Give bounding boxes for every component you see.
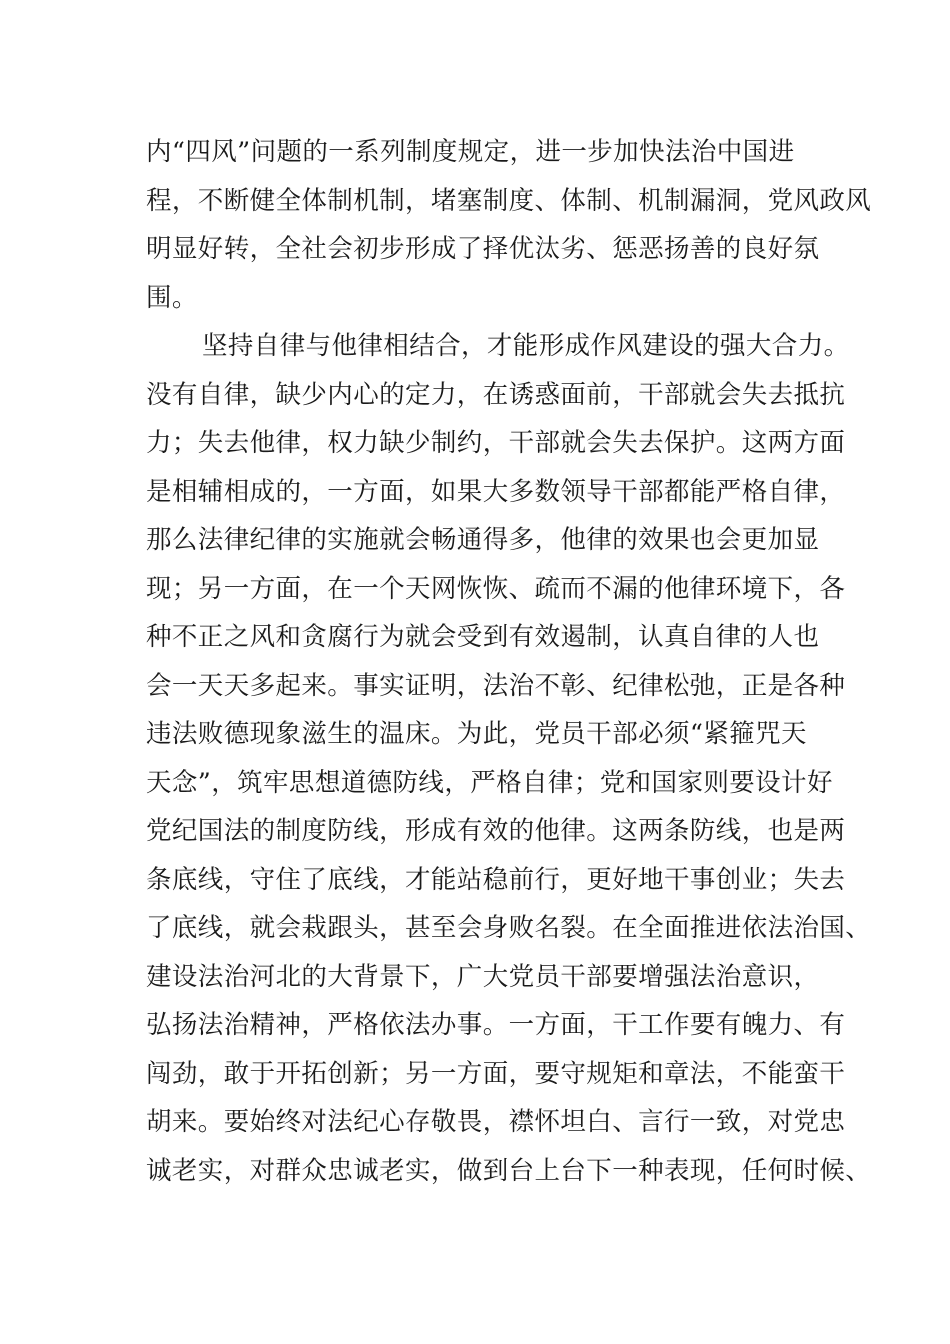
- paragraph-2-line-17: 胡来。要始终对法纪心存敬畏，襟怀坦白、言行一致，对党忠: [146, 1107, 846, 1137]
- paragraph-1-line-1: 内“四风”问题的一系列制度规定，进一步加快法治中国进: [146, 137, 795, 167]
- paragraph-2-line-6: 现；另一方面，在一个天网恢恢、疏而不漏的他律环境下，各: [146, 573, 846, 604]
- paragraph-2-line-3: 力；失去他律，权力缺少制约，干部就会失去保护。这两方面: [146, 428, 846, 458]
- paragraph-1-line-4: 围。: [146, 282, 198, 313]
- paragraph-2-line-14: 建设法治河北的大背景下，广大党员干部要增强法治意识，: [146, 961, 820, 992]
- paragraph-2-line-1: 坚持自律与他律相结合，才能形成作风建设的强大合力。: [202, 331, 850, 361]
- paragraph-2-line-7: 种不正之风和贪腐行为就会受到有效遏制，认真自律的人也: [146, 622, 820, 652]
- paragraph-2-line-9: 违法败德现象滋生的温床。为此，党员干部必须“紧箍咒天: [146, 719, 807, 749]
- paragraph-2-line-10: 天念”，筑牢思想道德防线，严格自律；党和国家则要设计好: [146, 767, 833, 798]
- paragraph-2-line-15: 弘扬法治精神，严格依法办事。一方面，干工作要有魄力、有: [146, 1010, 846, 1040]
- paragraph-2-line-18: 诚老实，对群众忠诚老实，做到台上台下一种表现，任何时候、: [146, 1155, 872, 1186]
- paragraph-2-line-4: 是相辅相成的，一方面，如果大多数领导干部都能严格自律，: [146, 476, 846, 507]
- paragraph-2-line-13: 了底线，就会栽跟头，甚至会身败名裂。在全面推进依法治国、: [146, 913, 872, 943]
- document-body: [146, 128, 872, 1195]
- paragraph-2-line-8: 会一天天多起来。事实证明，法治不彰、纪律松弛，正是各种: [146, 670, 846, 701]
- paragraph-2-line-11: 党纪国法的制度防线，形成有效的他律。这两条防线，也是两: [146, 816, 846, 846]
- paragraph-2-line-12: 条底线，守住了底线，才能站稳前行，更好地干事创业；失去: [146, 864, 846, 895]
- paragraph-2-line-2: 没有自律，缺少内心的定力，在诱惑面前，干部就会失去抵抗: [146, 379, 846, 410]
- paragraph-2-line-16: 闯劲，敢于开拓创新；另一方面，要守规矩和章法，不能蛮干: [146, 1058, 846, 1089]
- paragraph-1-line-2: 程，不断健全体制机制，堵塞制度、体制、机制漏洞，党风政风: [146, 185, 872, 216]
- paragraph-1-line-3: 明显好转，全社会初步形成了择优汰劣、惩恶扬善的良好氛: [146, 234, 820, 264]
- paragraph-2-line-5: 那么法律纪律的实施就会畅通得多，他律的效果也会更加显: [146, 525, 820, 555]
